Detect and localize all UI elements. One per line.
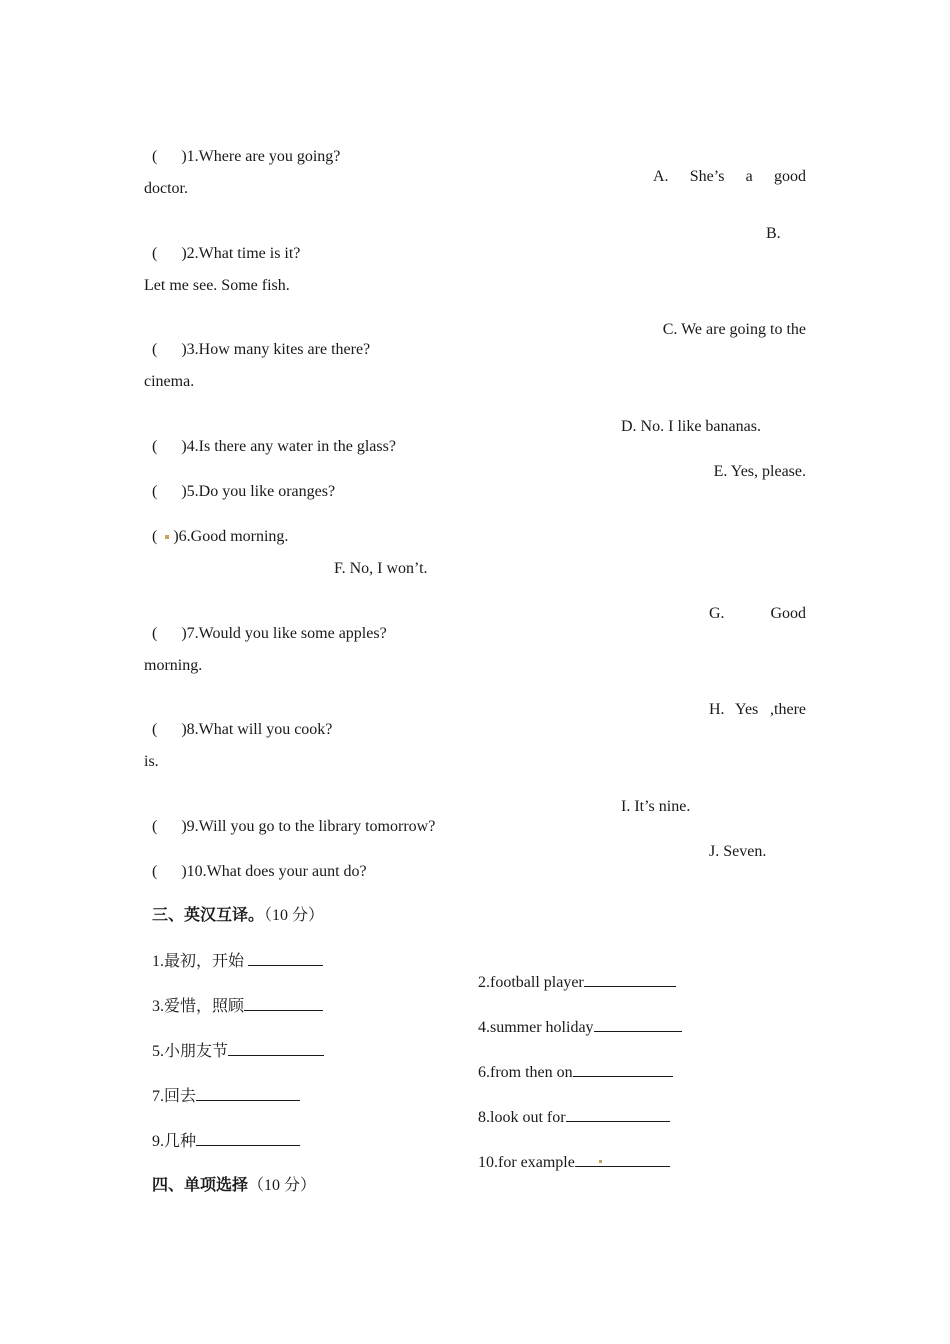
dot-mark-icon (165, 535, 169, 539)
question-text: 4.Is there any water in the glass? (186, 438, 396, 455)
dot-mark-icon (599, 1160, 602, 1163)
answer-paren-open[interactable]: ( (152, 528, 158, 545)
answer-paren[interactable]: ( ) (152, 438, 187, 455)
answer-d: D. No. I like bananas. (621, 418, 761, 435)
answer-paren[interactable]: ( ) (152, 818, 187, 835)
answer-blank[interactable] (566, 1107, 670, 1122)
question-7 (144, 604, 387, 644)
answer-blank[interactable] (594, 1017, 682, 1032)
section-title: 三、英汉互译。 (152, 907, 265, 924)
answer-blank[interactable] (248, 951, 323, 966)
answer-blank[interactable] (584, 972, 676, 987)
question-text: 3.How many kites are there? (186, 341, 371, 358)
answer-c: C. We are going to the (662, 321, 806, 338)
answer-c-continued: cinema. (144, 373, 195, 390)
answer-blank[interactable] (196, 1131, 300, 1146)
answer-paren[interactable]: ( ) (152, 341, 187, 358)
answer-paren[interactable]: ( ) (152, 863, 187, 880)
section-score: （10 分） (248, 1177, 317, 1194)
translation-prompt: 3.爱惜，照顾 (152, 998, 245, 1015)
question-8 (144, 700, 332, 740)
question-4 (144, 417, 396, 457)
answer-blank[interactable] (573, 1062, 673, 1077)
section-score: （10 分） (264, 907, 325, 924)
translation-prompt: 6.from then on (478, 1064, 573, 1081)
answer-paren[interactable]: ( ) (152, 625, 187, 642)
answer-b-continued: Let me see. Some fish. (144, 277, 290, 294)
answer-blank[interactable] (575, 1152, 670, 1167)
section-title: 四、单项选择 (152, 1177, 249, 1194)
question-text: 9.Will you go to the library tomorrow? (186, 818, 436, 835)
answer-g-word: Good (770, 605, 806, 622)
question-text: 1.Where are you going? (186, 148, 341, 165)
question-5 (144, 462, 335, 502)
question-text: 2.What time is it? (186, 245, 301, 262)
question-text: 10.What does your aunt do? (186, 863, 367, 880)
answer-paren-close[interactable]: ) (173, 528, 179, 545)
translation-prompt: 4.summer holiday (478, 1019, 594, 1036)
translation-prompt: 1.最初，开始 (152, 953, 249, 970)
answer-e: E. Yes, please. (713, 463, 806, 480)
answer-h-continued: is. (144, 753, 159, 770)
answer-g-label: G. (709, 605, 725, 622)
translation-prompt: 5.小朋友节 (152, 1043, 229, 1060)
answer-g-continued: morning. (144, 657, 203, 674)
answer-a: A. She’s a good (653, 168, 806, 185)
answer-paren[interactable]: ( ) (152, 483, 187, 500)
translation-prompt: 8.look out for (478, 1109, 566, 1126)
section-3-heading (144, 886, 324, 926)
answer-a-continued: doctor. (144, 180, 188, 197)
question-2 (144, 224, 300, 264)
question-9 (144, 797, 435, 837)
section-4-heading (144, 1156, 316, 1196)
translation-prompt: 9.几种 (152, 1133, 197, 1150)
answer-f: F. No, I won’t. (334, 560, 428, 577)
question-10 (144, 842, 367, 882)
translation-prompt: 10.for example (478, 1154, 575, 1171)
question-text: 5.Do you like oranges? (186, 483, 336, 500)
answer-b-label: B. (766, 225, 781, 242)
answer-j: J. Seven. (709, 843, 767, 860)
answer-h-label: H. (709, 701, 725, 718)
answer-paren[interactable]: ( ) (152, 721, 187, 738)
question-3 (144, 320, 370, 360)
question-6 (144, 507, 288, 547)
translation-prompt: 7.回去 (152, 1088, 197, 1105)
answer-blank[interactable] (228, 1041, 324, 1056)
question-text: 6.Good morning. (178, 528, 289, 545)
answer-paren[interactable]: ( ) (152, 148, 187, 165)
answer-paren[interactable]: ( ) (152, 245, 187, 262)
answer-h-word: Yes (735, 701, 759, 718)
answer-h-word: ,there (770, 701, 806, 718)
answer-blank[interactable] (244, 996, 323, 1011)
translation-prompt: 2.football player (478, 974, 584, 991)
answer-blank[interactable] (196, 1086, 300, 1101)
question-1 (144, 127, 340, 167)
answer-i: I. It’s nine. (621, 798, 691, 815)
question-text: 8.What will you cook? (186, 721, 333, 738)
question-text: 7.Would you like some apples? (186, 625, 387, 642)
